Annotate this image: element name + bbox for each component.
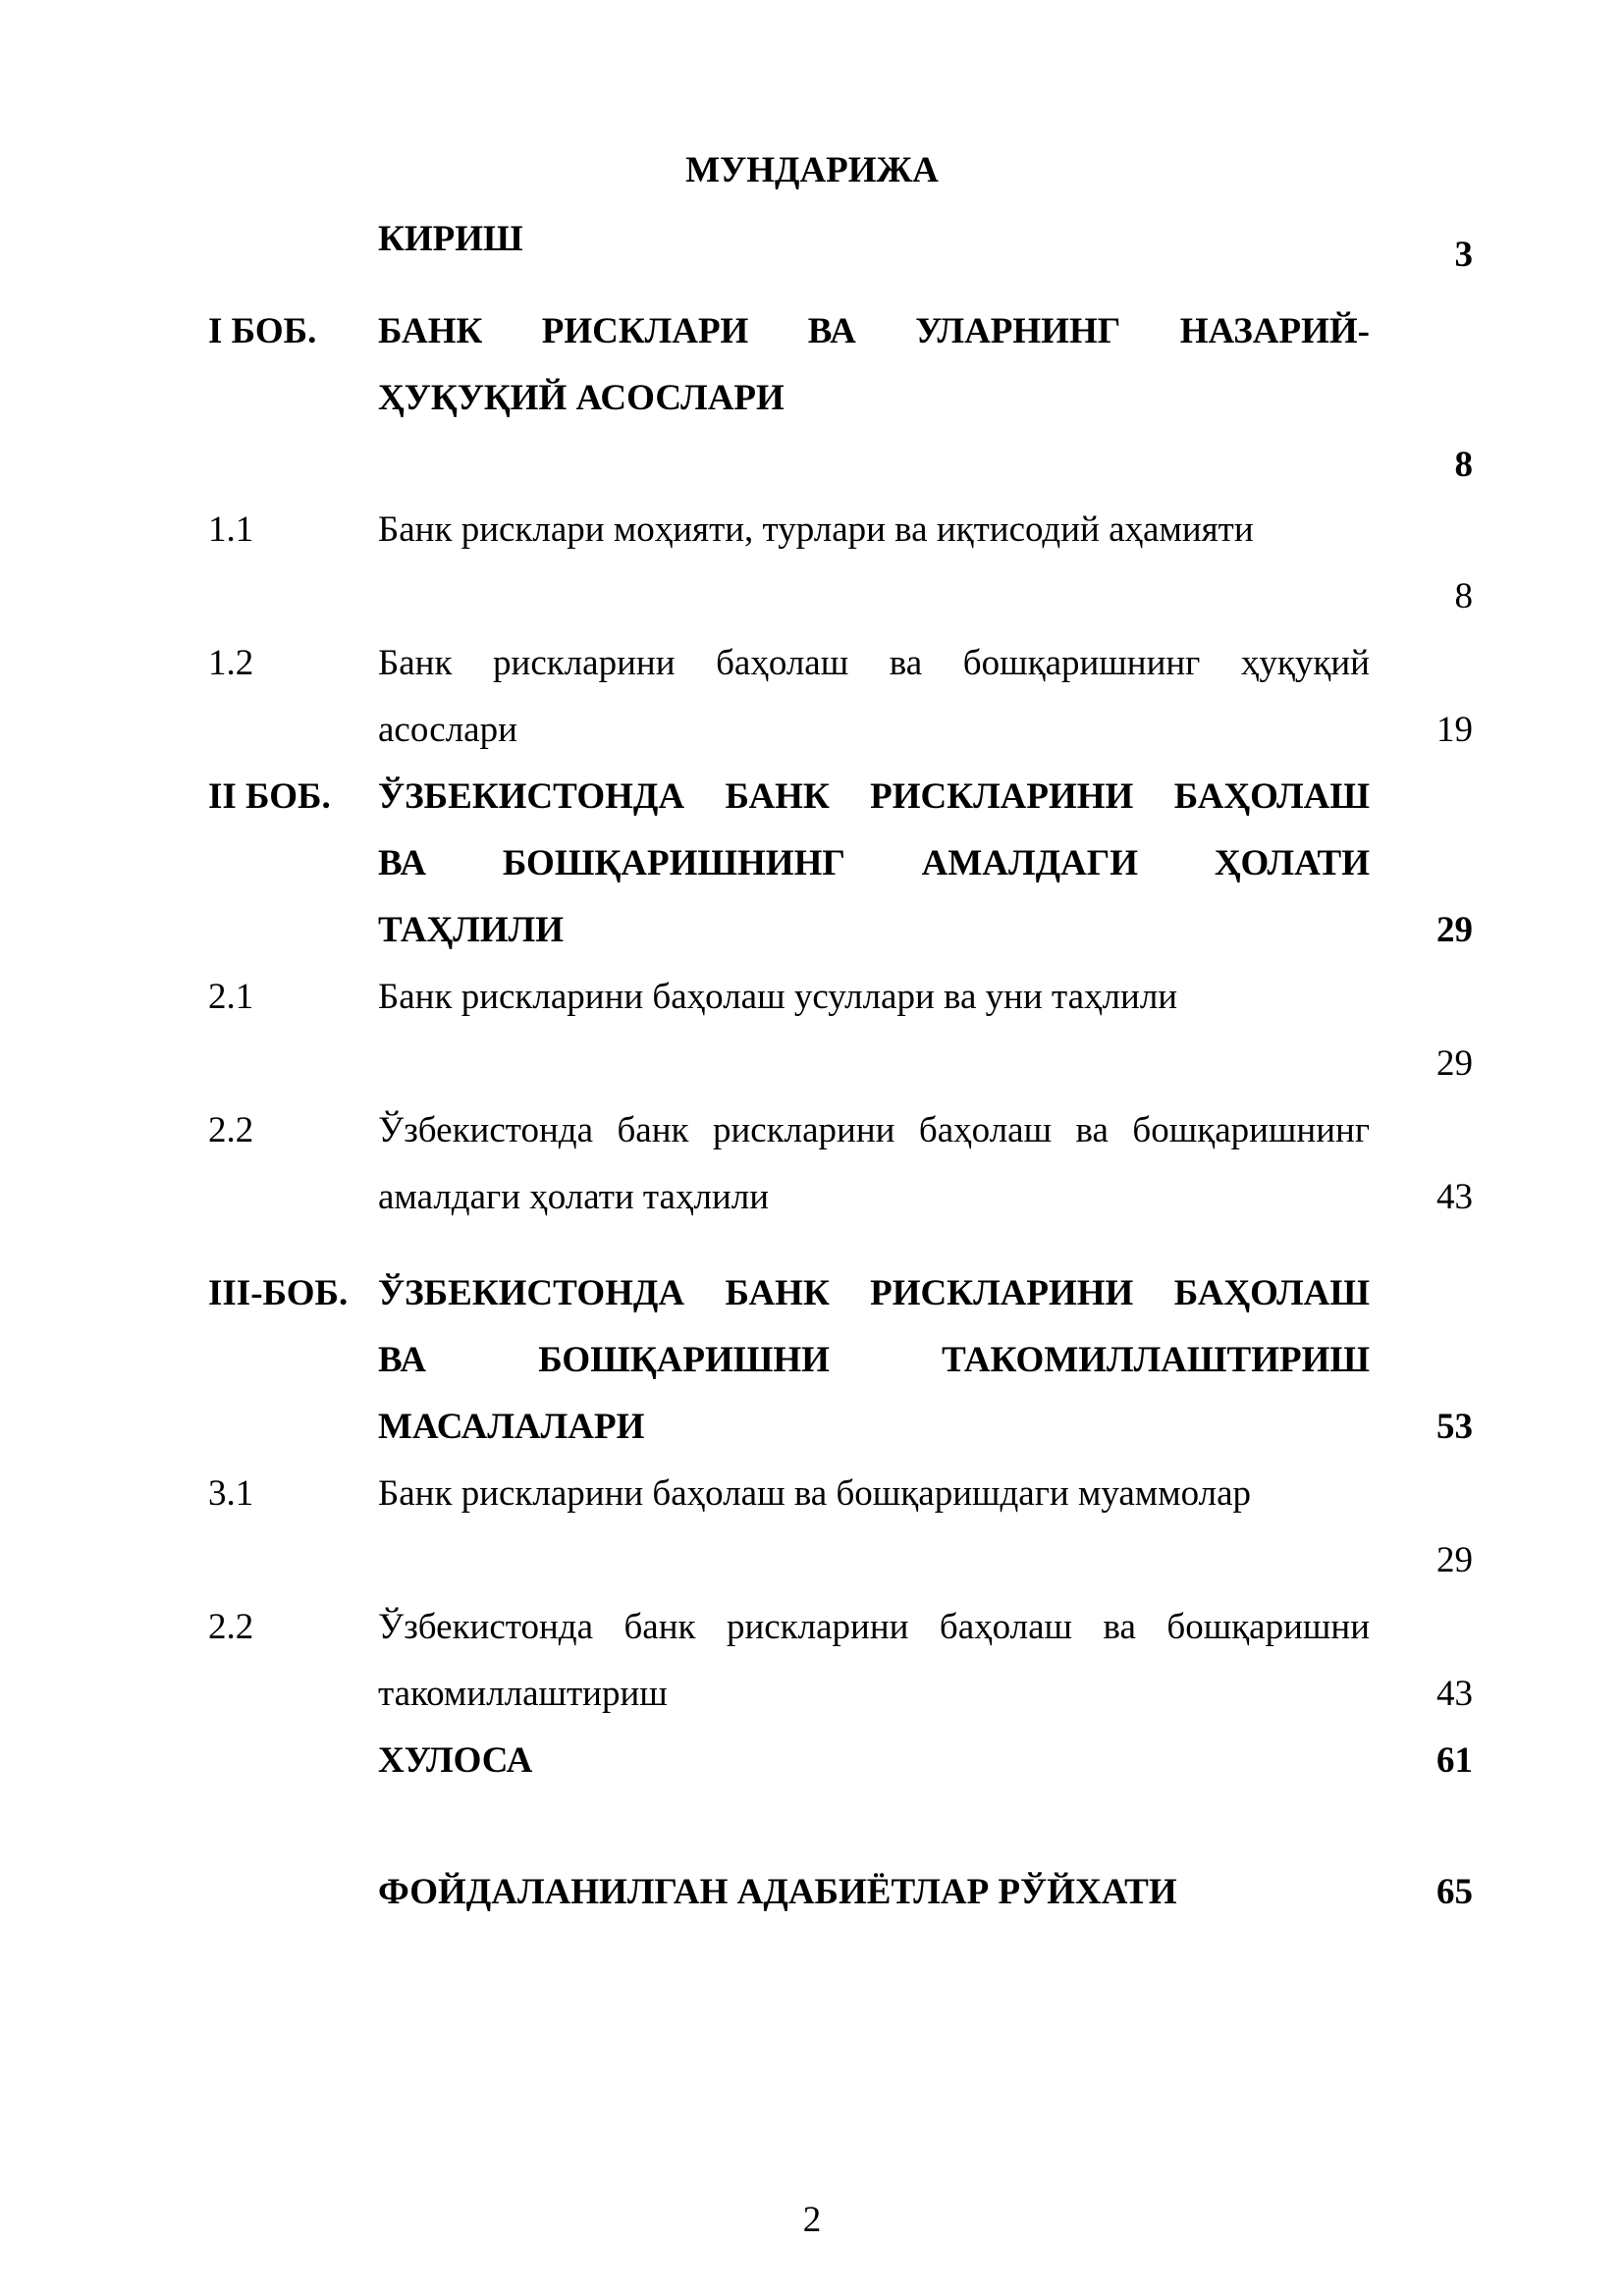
section-1-2-title-line1: Банк рискларини баҳолаш ва бошқаришнинг ҳуқуқий <box>378 643 1370 683</box>
chapter-3-title-line1: ЎЗБЕКИСТОНДА БАНК РИСКЛАРИНИ БАҲОЛАШ <box>378 1273 1370 1313</box>
chapter-2-title-line2: ВА БОШҚАРИШНИНГ АМАЛДАГИ ҲОЛАТИ <box>378 843 1370 883</box>
page-number: 2 <box>802 2200 822 2240</box>
chapter-3-title-line2: ВА БОШҚАРИШНИ ТАКОМИЛЛАШТИРИШ <box>378 1340 1370 1380</box>
chapter-2-page: 29 <box>1436 910 1473 950</box>
intro-label: КИРИШ <box>378 219 523 259</box>
section-2-1-number: 2.1 <box>208 977 254 1017</box>
conclusion-page: 61 <box>1436 1740 1473 1781</box>
section-3-2-page: 43 <box>1436 1674 1473 1714</box>
section-2-2-title-line2: амалдаги ҳолати таҳлили <box>378 1177 770 1217</box>
references-page: 65 <box>1436 1872 1473 1912</box>
chapter-1-number: I БОБ. <box>208 311 317 351</box>
section-3-1-number: 3.1 <box>208 1473 254 1514</box>
chapter-3-number: III-БОБ. <box>208 1273 349 1313</box>
section-2-1-page: 29 <box>1436 1043 1473 1084</box>
chapter-2-title-line3: ТАҲЛИЛИ <box>378 910 564 950</box>
section-1-2-number: 1.2 <box>208 643 254 683</box>
section-1-1-title: Банк рисклари моҳияти, турлари ва иқтисодий аҳамияти <box>378 509 1254 550</box>
section-1-2-page: 19 <box>1436 710 1473 750</box>
chapter-1-title-line2: ҲУҚУҚИЙ АСОСЛАРИ <box>378 378 785 418</box>
intro-page: 3 <box>1454 235 1473 275</box>
section-2-2-number: 2.2 <box>208 1110 254 1150</box>
section-2-1-title: Банк рискларини баҳолаш усуллари ва уни таҳлили <box>378 977 1178 1017</box>
section-3-1-title: Банк рискларини баҳолаш ва бошқаришдаги муаммолар <box>378 1473 1252 1514</box>
section-2-2-title-line1: Ўзбекистонда банк рискларини баҳолаш ва бошқаришнинг <box>378 1110 1370 1150</box>
chapter-1-page: 8 <box>1454 445 1473 485</box>
section-3-2-number: 2.2 <box>208 1607 254 1647</box>
chapter-1-title-line1: БАНК РИСКЛАРИ ВА УЛАРНИНГ НАЗАРИЙ- <box>378 311 1370 351</box>
chapter-3-page: 53 <box>1436 1407 1473 1447</box>
toc-title: МУНДАРИЖА <box>685 150 939 190</box>
section-1-1-number: 1.1 <box>208 509 254 550</box>
section-3-1-page: 29 <box>1436 1540 1473 1580</box>
references-label: ФОЙДАЛАНИЛГАН АДАБИЁТЛАР РЎЙХАТИ <box>378 1872 1177 1912</box>
chapter-2-number: II БОБ. <box>208 776 331 817</box>
section-1-2-title-line2: асослари <box>378 710 517 750</box>
conclusion-label: ХУЛОСА <box>378 1740 533 1781</box>
section-3-2-title-line1: Ўзбекистонда банк рискларини баҳолаш ва бошқаришни <box>378 1607 1370 1647</box>
section-3-2-title-line2: такомиллаштириш <box>378 1674 668 1714</box>
section-1-1-page: 8 <box>1454 576 1473 616</box>
chapter-3-title-line3: МАСАЛАЛАРИ <box>378 1407 645 1447</box>
section-2-2-page: 43 <box>1436 1177 1473 1217</box>
chapter-2-title-line1: ЎЗБЕКИСТОНДА БАНК РИСКЛАРИНИ БАҲОЛАШ <box>378 776 1370 817</box>
